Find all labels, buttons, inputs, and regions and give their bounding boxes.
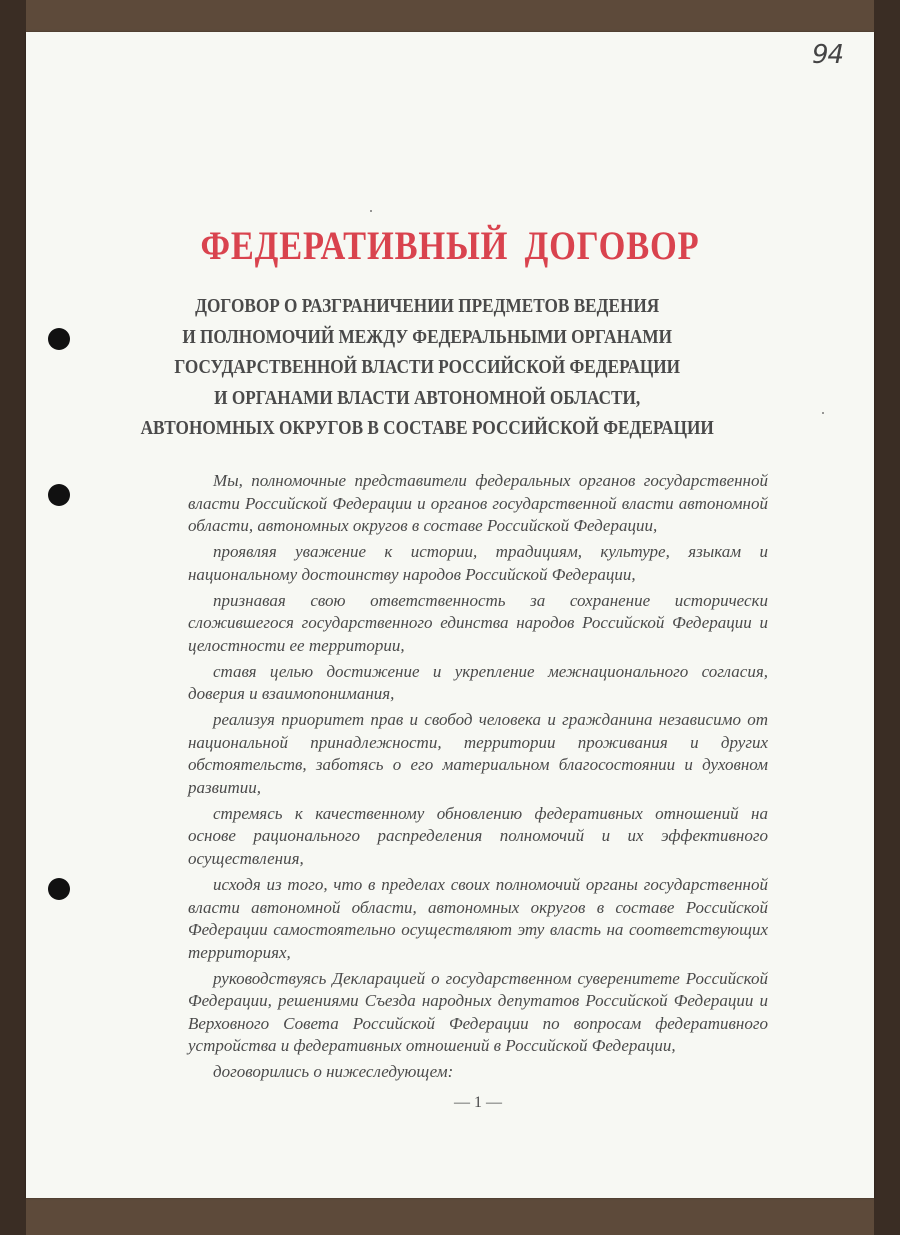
preamble-paragraph: стремясь к качественному обновлению федеративных отношений на основе рационального распределения полномочий и их эффективного осуществления,: [188, 803, 768, 868]
subtitle-line: ГОСУДАРСТВЕННОЙ ВЛАСТИ РОССИЙСКОЙ ФЕДЕРАЦИИ: [174, 356, 681, 378]
page-number-footer: — 1 —: [454, 1094, 502, 1111]
preamble-paragraph: договорились о нижеследующем:: [213, 1062, 454, 1082]
scan-speck: [370, 210, 372, 212]
preamble-paragraph: исходя из того, что в пределах своих полномочий органы государственной власти автономной области, автономных округов в составе Российской Федерации самостоятельно осуществляют эту власть на соответствующих территориях,: [188, 875, 768, 962]
preamble-paragraph: реализуя приоритет прав и свобод человека и гражданина независимо от национальной принадлежности, территории проживания и других обстоятельств, заботясь о его материальном благосостоянии и духовном развитии,: [188, 710, 768, 797]
subtitle-line: АВТОНОМНЫХ ОКРУГОВ В СОСТАВЕ РОССИЙСКОЙ ФЕДЕРАЦИИ: [140, 417, 714, 439]
document-title: ФЕДЕРАТИВНЫЙ ДОГОВОР: [200, 223, 700, 268]
handwritten-page-number: 94: [812, 40, 844, 70]
subtitle-line: И ПОЛНОМОЧИЙ МЕЖДУ ФЕДЕРАЛЬНЫМИ ОРГАНАМИ: [182, 325, 673, 348]
preamble-text: [188, 470, 768, 1087]
subtitle-line: И ОРГАНАМИ ВЛАСТИ АВТОНОМНОЙ ОБЛАСТИ,: [214, 386, 641, 409]
scan-border-right: [874, 0, 900, 1235]
preamble-paragraph: проявляя уважение к истории, традициям, культуре, языкам и национальному достоинству народов Российской Федерации,: [188, 542, 768, 584]
preamble-paragraph: признавая свою ответственность за сохранение исторически сложившегося государственного единства народов Российской Федерации и целостности ее территории,: [188, 590, 768, 655]
document-subtitle: [24, 291, 830, 444]
subtitle-line: ДОГОВОР О РАЗГРАНИЧЕНИИ ПРЕДМЕТОВ ВЕДЕНИЯ: [195, 295, 660, 317]
punch-hole: [48, 484, 70, 506]
punch-hole: [48, 878, 70, 900]
preamble-paragraph: руководствуясь Декларацией о государственном суверенитете Российской Федерации, решениями Съезда народных депутатов Российской Федерации и Верховного Совета Российской Федерации по вопросам федеративного устройства и федеративных отношений в Российской Федерации,: [188, 968, 768, 1056]
preamble-paragraph: Мы, полномочные представители федеральных органов государственной власти Российской Федерации и органов государственной власти автономной области, автономных округов в составе Российской Федерации,: [188, 471, 768, 535]
preamble-paragraph: ставя целью достижение и укрепление межнационального согласия, доверия и взаимопонимания,: [188, 661, 768, 704]
scan-border-left: [0, 0, 26, 1235]
